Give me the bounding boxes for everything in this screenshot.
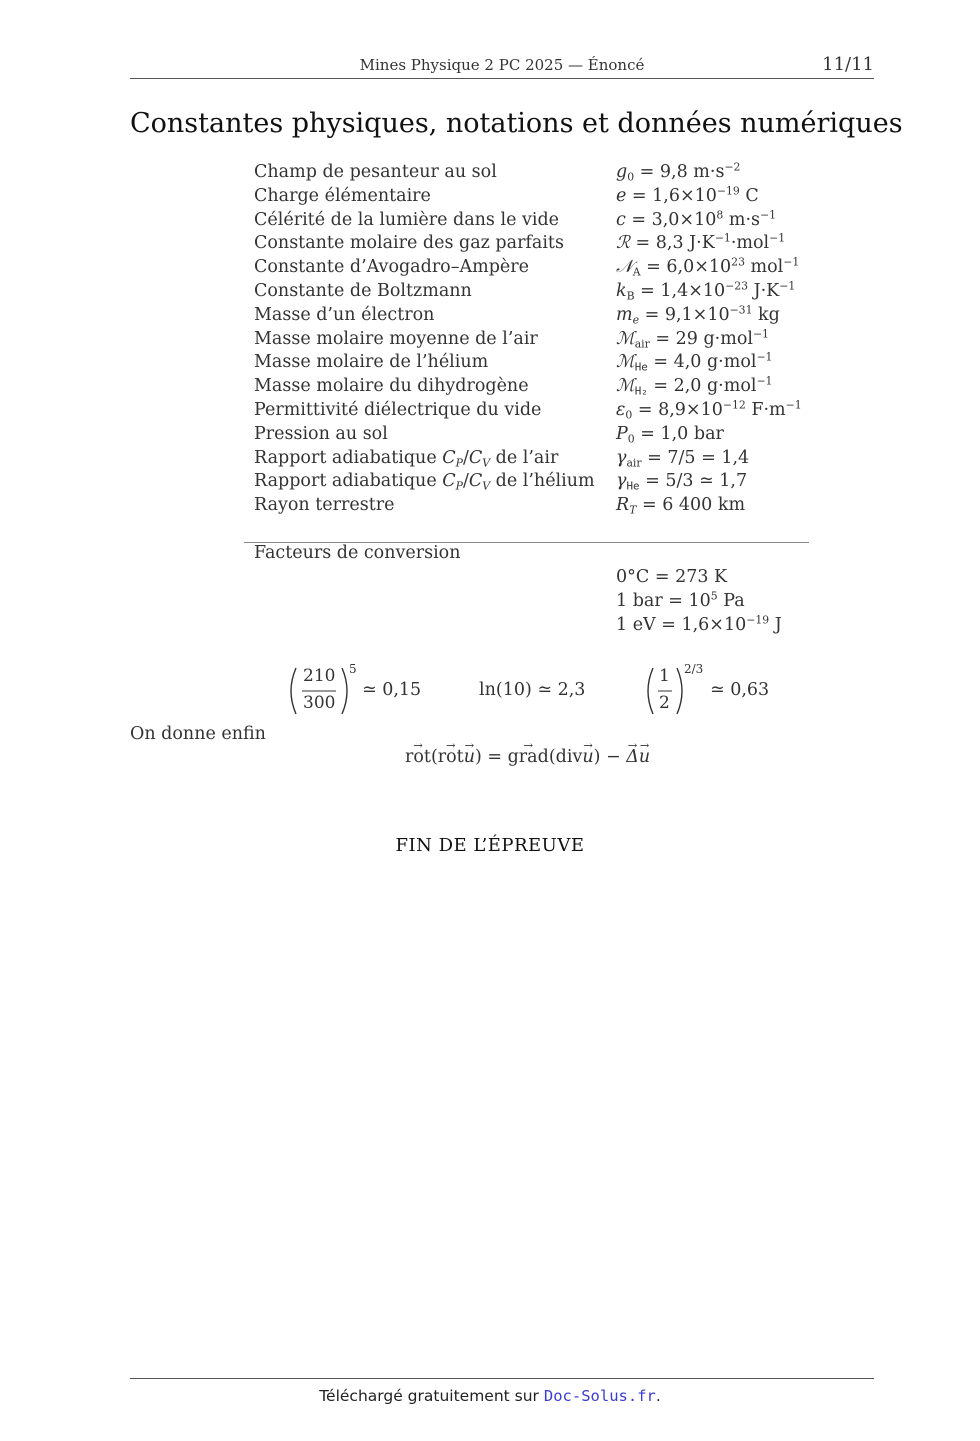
constant-row (254, 185, 802, 209)
constant-label: Constante d’Avogadro–Ampère (254, 257, 529, 278)
constant-value: ℳ$_{H_2}$ = 2,0 g·mol$^{-1}$ (616, 374, 773, 398)
constant-label: Masse molaire de l’hélium (254, 352, 489, 373)
constant-value: $e = 1,6\times 10^{-19}$ C (616, 184, 759, 206)
section-title: Constantes physiques, notations et données numériques (130, 108, 903, 139)
constant-row (254, 375, 802, 399)
footer-separator (130, 1378, 874, 1379)
constant-row (254, 232, 802, 256)
fraction-numerator: 1 (659, 666, 670, 686)
constant-label: Masse molaire du dihydrogène (254, 376, 529, 397)
constant-label: Masse d’un électron (254, 304, 435, 325)
constants-table (254, 161, 802, 518)
constant-label: Champ de pesanteur au sol (254, 162, 497, 182)
footer-link[interactable]: Doc-Solus.fr (543, 1387, 656, 1405)
constant-label: Rayon terrestre (254, 495, 395, 516)
constant-value: $c = 3,0\times 10^8$ $m\cdot s^{-1}$ (616, 208, 776, 230)
vector-identity: rot →(rot →u →) = grad →(divu →) − Δ →u → (405, 747, 650, 767)
constant-row (254, 351, 802, 375)
conversion-title: Facteurs de conversion (254, 543, 461, 563)
fraction-denominator: 300 (303, 693, 336, 713)
constant-label: Pression au sol (254, 423, 388, 444)
footer-prefix: Téléchargé gratuitement sur (319, 1387, 539, 1405)
constant-label: Célérité de la lumière dans le vide (254, 209, 560, 230)
constant-row (254, 328, 802, 352)
constant-value: $P_0 = 1,0$ bar (616, 423, 724, 446)
constant-row (254, 209, 802, 233)
constant-row (254, 161, 802, 185)
constant-value: $g_0 = 9,8$ $m\cdot s^{-2}$ (616, 160, 741, 184)
constant-row (254, 280, 802, 304)
constant-value: $R_T = 6$ 400 km (616, 495, 746, 517)
exponent: 5 (349, 662, 357, 676)
fraction-denominator: 2 (659, 693, 670, 713)
conversion-item: 0°C = 273 K (616, 567, 728, 587)
constant-row (254, 256, 802, 280)
conversion-list (616, 566, 782, 637)
end-of-exam: FIN DE L’ÉPREUVE (395, 835, 585, 856)
constant-value: $\varepsilon_0 = 8,9\times 10^{-12}$ $F\cdot m^{-1}$ (616, 398, 802, 422)
constant-label: Rapport adiabatique $C_P/C_V$ de l’hélium (254, 471, 595, 493)
constant-value: $\gamma_{He} = 5/3$ ≃ 1,7 (616, 471, 748, 493)
constant-value: $\gamma_{air} = 7/5 = 1,4$ (616, 447, 750, 469)
constant-row (254, 494, 802, 518)
constant-label: Charge élémentaire (254, 185, 431, 206)
constant-row (254, 399, 802, 423)
formula-result: ≃ 0,63 (710, 680, 770, 700)
footer (0, 1387, 980, 1405)
intro-text: On donne enfin (130, 724, 266, 744)
fraction-numerator: 210 (303, 666, 336, 686)
conversion-item: 1 bar = $10^5$ Pa (616, 589, 745, 611)
constant-label: Constante de Boltzmann (254, 280, 472, 301)
constant-row (254, 447, 802, 471)
constant-value: ℛ = 8,3 $J\cdot K^{-1}\cdot mol^{-1}$ (616, 231, 786, 254)
constant-label: Rapport adiabatique $C_P/C_V$ de l’air (254, 447, 559, 469)
conversion-item: 1 eV = $1,6\times 10^{-19}$ J (616, 613, 782, 635)
header-title: Mines Physique 2 PC 2025 — Énoncé (359, 56, 645, 74)
footer-suffix: . (655, 1387, 661, 1405)
formula-result: ≃ 0,15 (362, 680, 422, 700)
constant-label: Masse molaire moyenne de l’air (254, 328, 538, 349)
constant-value: $k_B = 1,4\times 10^{-23}$ $J\cdot K^{-1}$ (616, 279, 796, 303)
constant-row (254, 470, 802, 494)
page-header (130, 52, 874, 79)
ln-formula: ln(10) ≃ 2,3 (479, 680, 586, 700)
page-number: 11/11 (822, 54, 874, 75)
constant-value: ℳ$_{He}$ = 4,0 g·mol$^{-1}$ (616, 350, 773, 374)
constant-value: $m_e = 9,1\times 10^{-31}$ kg (616, 303, 780, 327)
constant-label: Constante molaire des gaz parfaits (254, 233, 564, 254)
constant-row (254, 423, 802, 447)
constant-row (254, 304, 802, 328)
constant-label: Permittivité diélectrique du vide (254, 399, 542, 420)
constant-value: ℳ$_{air}$ = 29 g·mol$^{-1}$ (616, 327, 769, 350)
exponent: 2/3 (684, 662, 704, 676)
constant-value: 𝒩$_A$ = $6,0\times 10^{23}$ mol$^{-1}$ (616, 255, 800, 279)
